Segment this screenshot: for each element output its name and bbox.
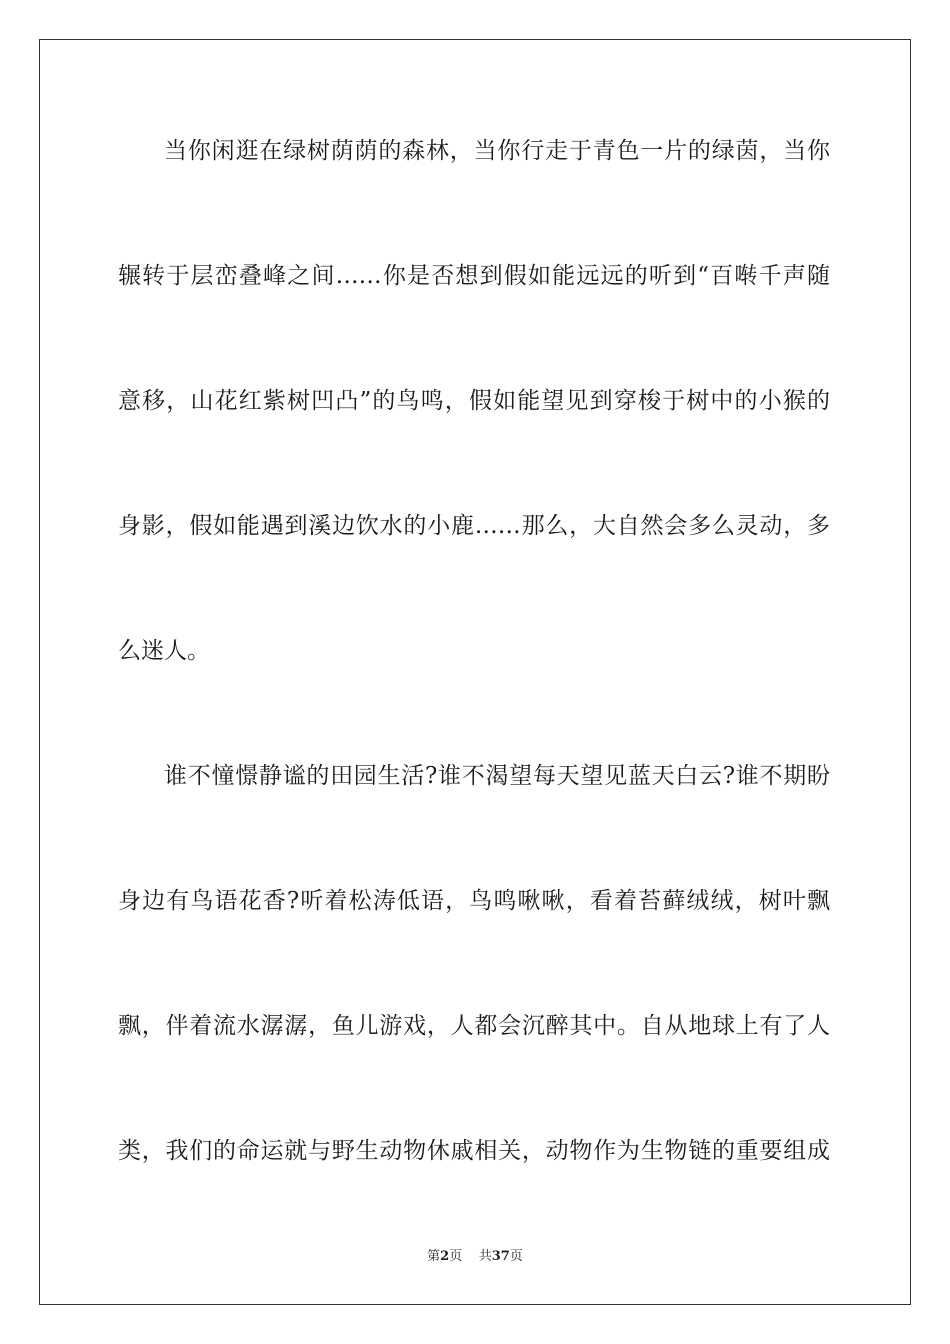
total-suffix: 页 (509, 1249, 523, 1264)
text-line: 当你闲逛在绿树荫荫的森林，当你行走于青色一片的绿茵，当你 (164, 138, 830, 164)
page-number: 2 (440, 1249, 450, 1264)
text-line: 飘，伴着流水潺潺，鱼儿游戏，人都会沉醉其中。自从地球上有了人 (118, 1013, 830, 1039)
page-prefix: 第 (427, 1249, 441, 1264)
text-line: 意移，山花红紫树凹凸”的鸟鸣，假如能望见到穿梭于树中的小猴的 (118, 388, 830, 414)
total-prefix: 共 (478, 1249, 492, 1264)
text-line: 身影，假如能遇到溪边饮水的小鹿……那么，大自然会多么灵动，多 (118, 513, 830, 539)
total-pages: 37 (491, 1249, 510, 1264)
text-line: 身边有鸟语花香?听着松涛低语，鸟鸣啾啾，看着苔藓绒绒，树叶飘 (118, 888, 830, 914)
text-line: 谁不憧憬静谧的田园生活?谁不渴望每天望见蓝天白云?谁不期盼 (164, 763, 830, 789)
page-footer (0, 1245, 950, 1264)
text-line: 类，我们的命运就与野生动物休戚相关，动物作为生物链的重要组成 (118, 1138, 830, 1164)
text-line: 辗转于层峦叠峰之间……你是否想到假如能远远的听到“百啭千声随 (118, 263, 830, 289)
page-border (39, 39, 911, 1305)
text-line: 么迷人。 (118, 638, 210, 664)
page-suffix: 页 (449, 1249, 463, 1264)
